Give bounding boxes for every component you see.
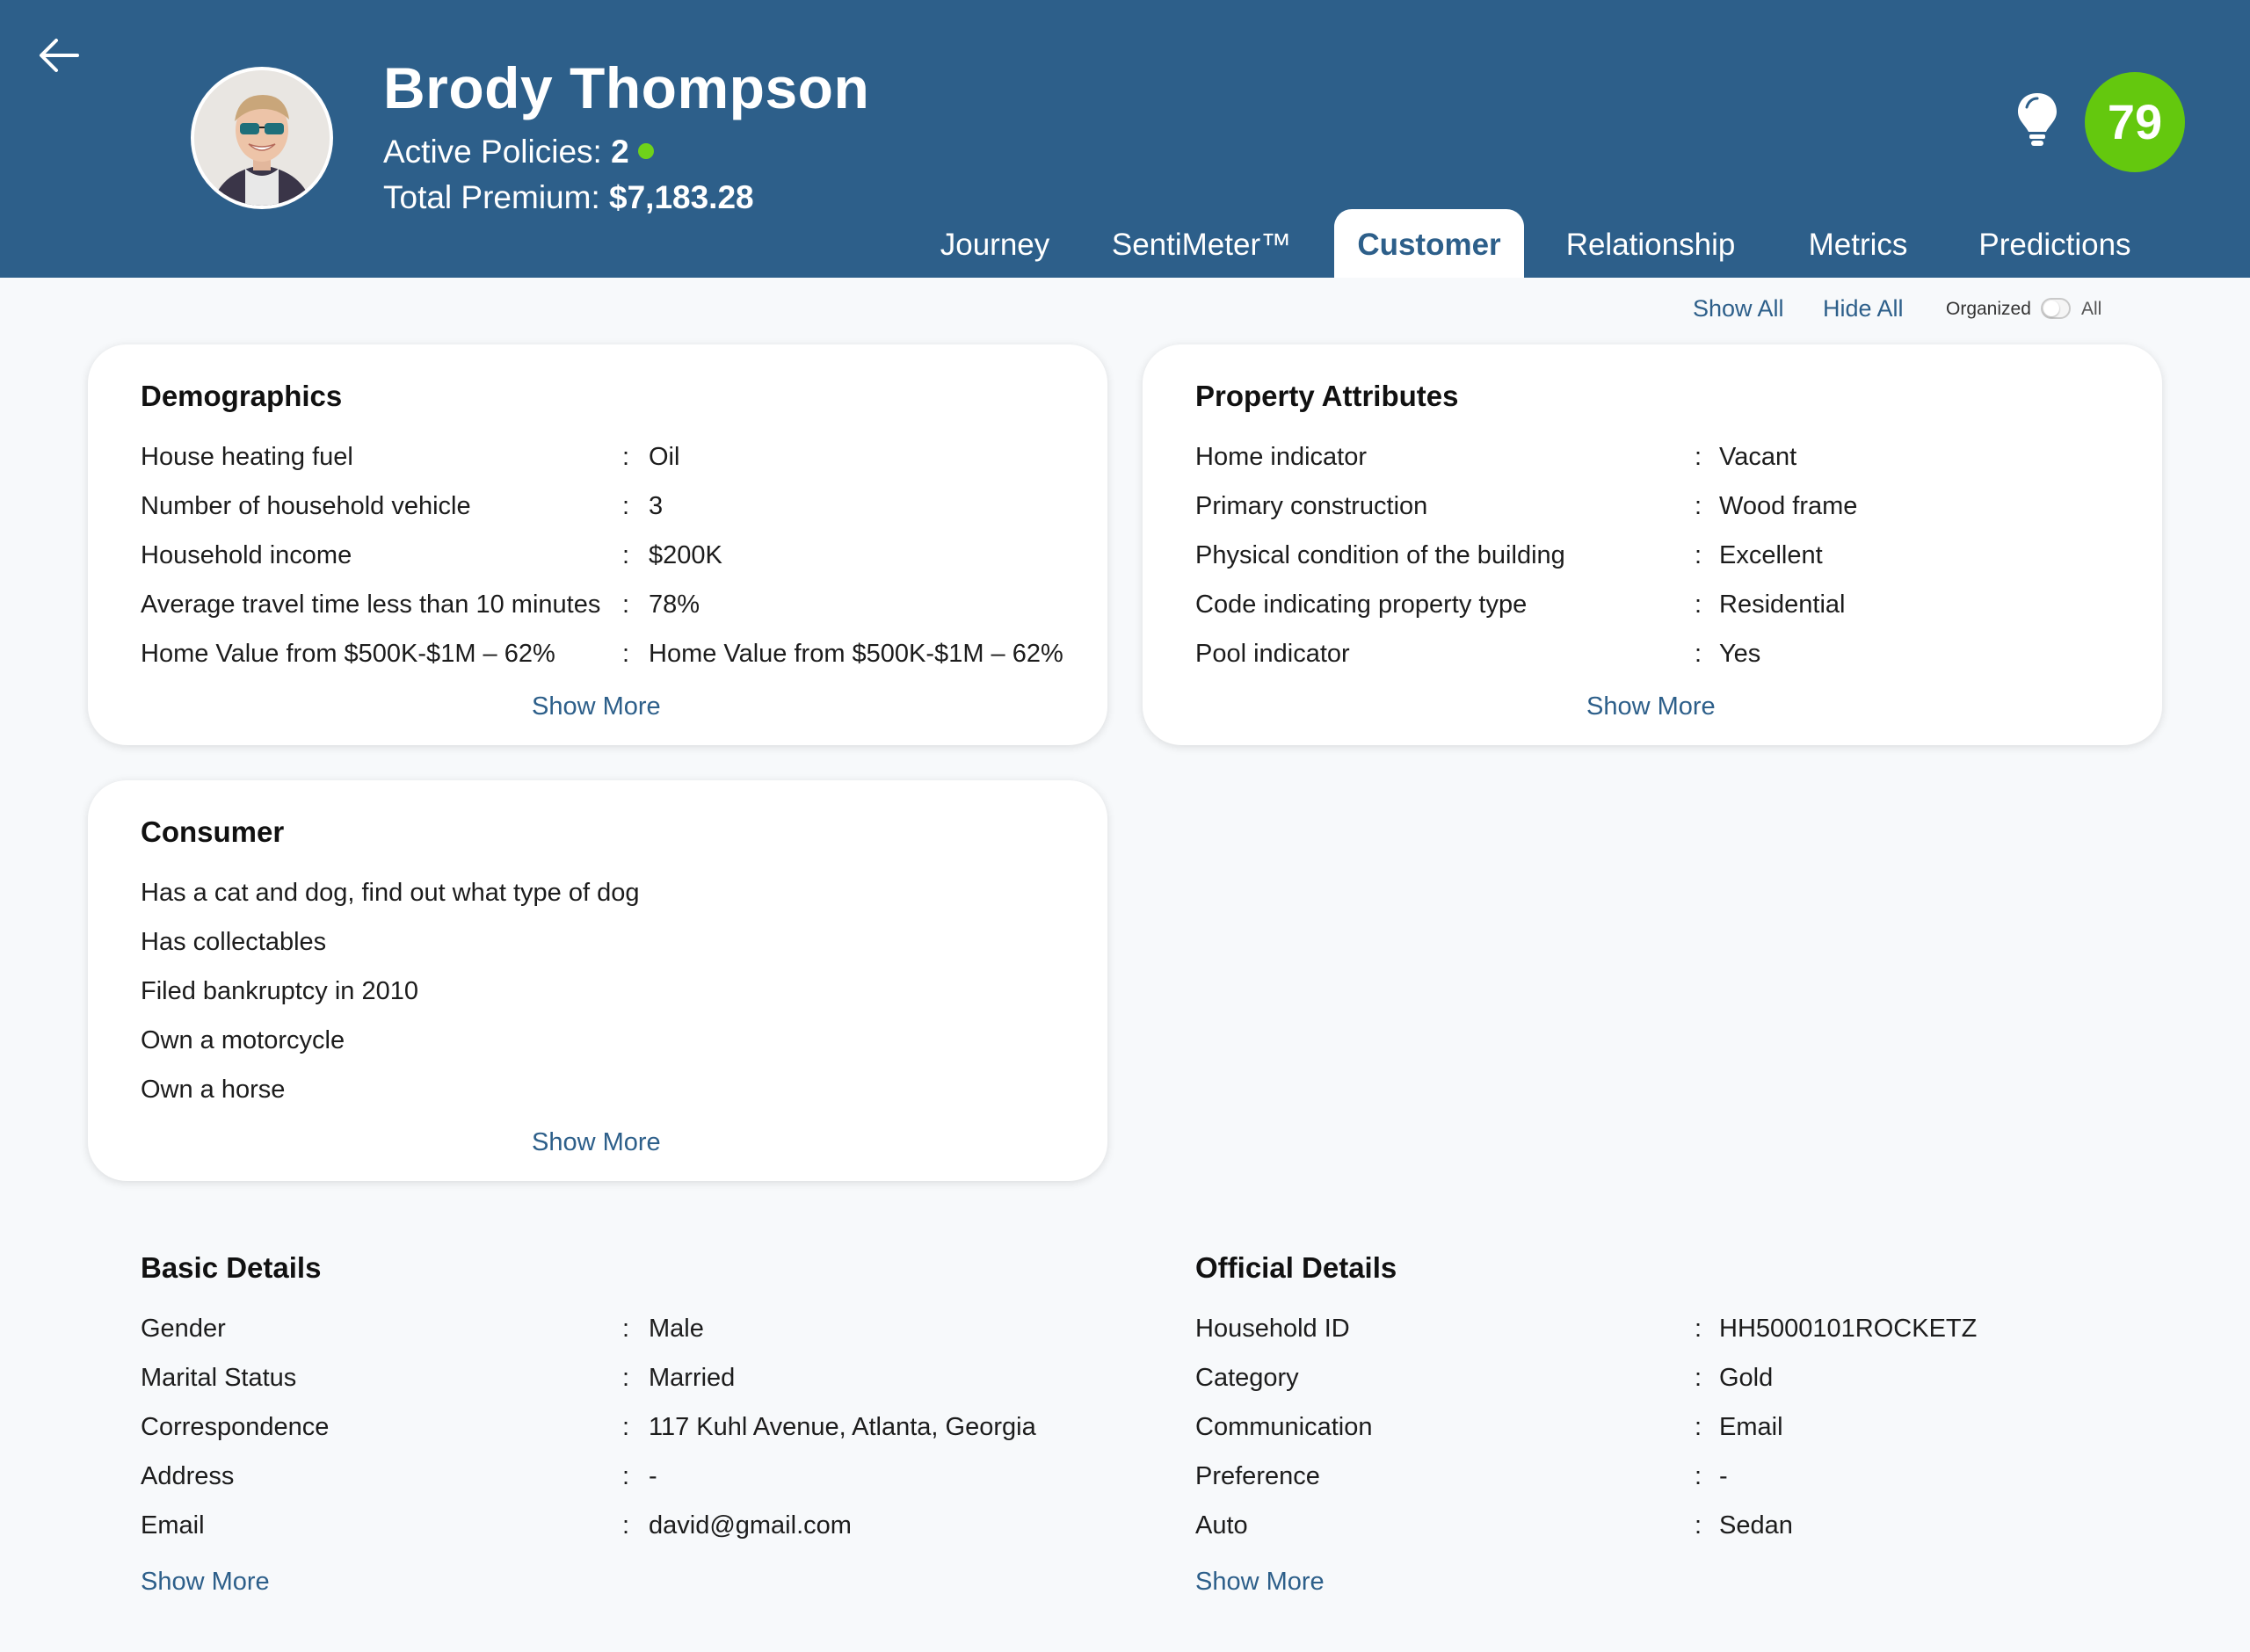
customer-header [0, 0, 2250, 278]
row-value: - [1719, 1462, 1728, 1490]
row-value: Married [649, 1364, 736, 1392]
list-item: Own a horse [141, 1076, 286, 1104]
avatar-photo [194, 70, 330, 206]
row-label: Primary construction [1195, 492, 1428, 520]
active-policies-label: Active Policies: [383, 134, 602, 170]
row-separator: : [1695, 1315, 1702, 1343]
row-value: Home Value from $500K-$1M – 62% [649, 640, 1063, 668]
property-attributes-card [1143, 344, 2162, 745]
toggle-knob [2043, 301, 2059, 316]
row-separator: : [622, 1364, 630, 1392]
row-label: Average travel time less than 10 minutes [141, 591, 601, 619]
hide-all-button[interactable]: Hide All [1823, 295, 1904, 322]
row-value: 3 [649, 492, 664, 520]
row-separator: : [1695, 1413, 1702, 1441]
tab-metrics[interactable]: Metrics [1808, 228, 1908, 262]
row-label: Number of household vehicle [141, 492, 471, 520]
active-policies [383, 134, 654, 170]
row-label: Household ID [1195, 1315, 1350, 1343]
lightbulb-icon[interactable] [2013, 91, 2062, 148]
organized-label: Organized [1946, 299, 2031, 319]
score-badge: 79 [2085, 72, 2185, 172]
row-label: Correspondence [141, 1413, 330, 1441]
back-arrow-icon[interactable] [35, 32, 83, 79]
row-separator: : [1695, 591, 1702, 619]
row-separator: : [1695, 443, 1702, 471]
row-separator: : [1695, 1511, 1702, 1540]
total-premium-value: $7,183.28 [609, 179, 754, 215]
row-value: Residential [1719, 591, 1846, 619]
row-separator: : [1695, 541, 1702, 569]
row-value: Wood frame [1719, 492, 1858, 520]
row-value: Sedan [1719, 1511, 1793, 1540]
show-all-button[interactable]: Show All [1693, 295, 1784, 322]
row-label: Home indicator [1195, 443, 1368, 471]
row-value: $200K [649, 541, 722, 569]
row-separator: : [622, 1511, 630, 1540]
show-more-button[interactable]: Show More [532, 692, 661, 721]
tab-journey[interactable]: Journey [940, 228, 1050, 262]
row-label: Auto [1195, 1511, 1248, 1540]
list-item: Has a cat and dog, find out what type of dog [141, 879, 640, 907]
active-policies-value: 2 [611, 134, 629, 170]
row-label: Home Value from $500K-$1M – 62% [141, 640, 555, 668]
row-label: Code indicating property type [1195, 591, 1528, 619]
row-value: - [649, 1462, 657, 1490]
row-separator: : [1695, 1462, 1702, 1490]
row-value: Email [1719, 1413, 1783, 1441]
row-value: Excellent [1719, 541, 1823, 569]
status-dot-icon [638, 143, 654, 159]
row-label: Household income [141, 541, 352, 569]
row-separator: : [622, 1462, 630, 1490]
row-label: Pool indicator [1195, 640, 1350, 668]
tab-sentimeter[interactable]: SentiMeter™ [1111, 228, 1292, 262]
row-label: House heating fuel [141, 443, 353, 471]
section-title: Official Details [1195, 1251, 1397, 1284]
row-value: Vacant [1719, 443, 1797, 471]
row-separator: : [622, 443, 630, 471]
row-value: david@gmail.com [649, 1511, 852, 1540]
row-label: Communication [1195, 1413, 1373, 1441]
row-separator: : [622, 541, 630, 569]
row-label: Physical condition of the building [1195, 541, 1565, 569]
all-label: All [2081, 299, 2102, 319]
list-item: Has collectables [141, 928, 327, 956]
row-label: Marital Status [141, 1364, 297, 1392]
row-label: Preference [1195, 1462, 1320, 1490]
tab-customer[interactable]: Customer [1334, 209, 1524, 278]
row-label: Email [141, 1511, 205, 1540]
tab-relationship[interactable]: Relationship [1565, 228, 1736, 262]
card-title: Demographics [141, 380, 343, 412]
row-value: 117 Kuhl Avenue, Atlanta, Georgia [649, 1413, 1036, 1441]
customer-name: Brody Thompson [383, 55, 870, 120]
avatar [191, 67, 333, 209]
show-more-button[interactable]: Show More [532, 1128, 661, 1156]
row-value: Gold [1719, 1364, 1774, 1392]
row-separator: : [622, 1413, 630, 1441]
list-item: Filed bankruptcy in 2010 [141, 977, 418, 1005]
card-title: Property Attributes [1195, 380, 1459, 412]
row-label: Category [1195, 1364, 1299, 1392]
row-value: HH5000101ROCKETZ [1719, 1315, 1978, 1343]
card-title: Consumer [141, 815, 285, 848]
row-value: Oil [649, 443, 680, 471]
row-separator: : [622, 591, 630, 619]
consumer-card [88, 780, 1107, 1181]
show-more-button[interactable]: Show More [1195, 1568, 1325, 1596]
row-label: Address [141, 1462, 235, 1490]
total-premium-label: Total Premium: [383, 179, 600, 215]
show-more-button[interactable]: Show More [1586, 692, 1716, 721]
row-separator: : [1695, 640, 1702, 668]
view-toggle[interactable] [2041, 298, 2071, 319]
row-value: Male [649, 1315, 704, 1343]
row-separator: : [1695, 492, 1702, 520]
show-more-button[interactable]: Show More [141, 1568, 270, 1596]
row-separator: : [622, 1315, 630, 1343]
list-item: Own a motorcycle [141, 1026, 345, 1054]
demographics-card [88, 344, 1107, 745]
row-separator: : [622, 640, 630, 668]
row-separator: : [622, 492, 630, 520]
tab-predictions[interactable]: Predictions [1978, 228, 2131, 262]
row-value: 78% [649, 591, 700, 619]
section-title: Basic Details [141, 1251, 322, 1284]
tab-bar [0, 209, 2250, 278]
row-value: Yes [1719, 640, 1761, 668]
row-label: Gender [141, 1315, 226, 1343]
row-separator: : [1695, 1364, 1702, 1392]
